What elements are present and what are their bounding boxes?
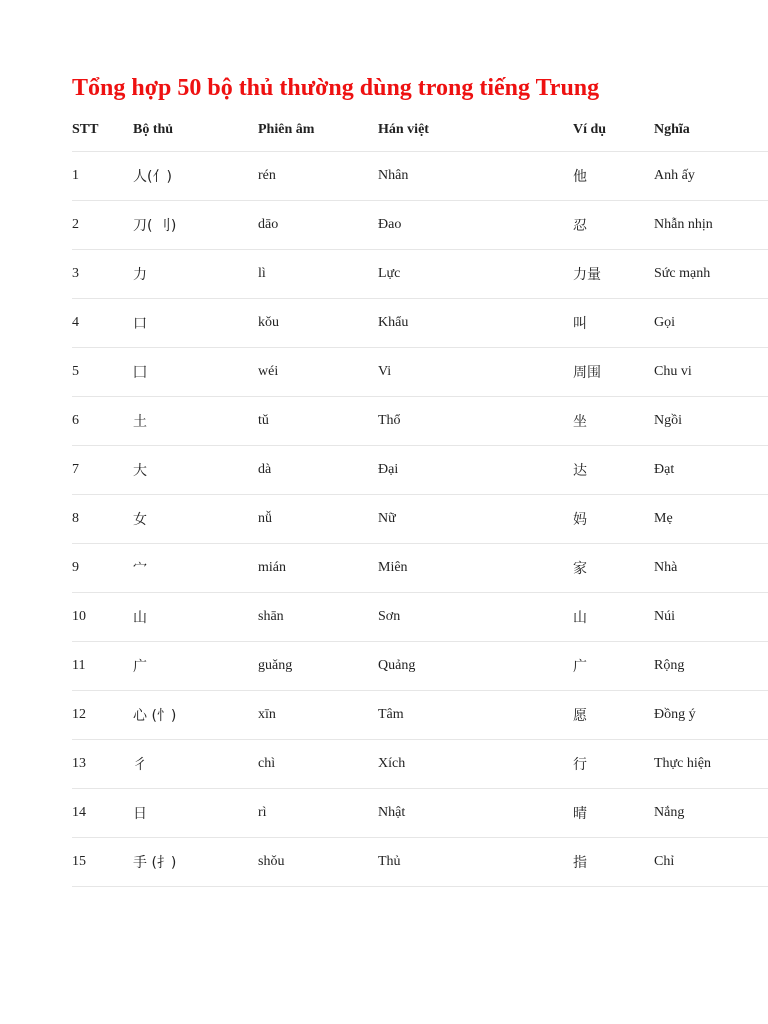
- table-row: [72, 201, 768, 250]
- header-radical: Bộ thủ: [133, 109, 258, 152]
- cell-sino-vietnamese: Thủ: [378, 838, 573, 887]
- cell-radical: 刀( 刂): [133, 201, 258, 250]
- cell-stt: 7: [72, 446, 133, 495]
- cell-radical: 手 (扌): [133, 838, 258, 887]
- cell-sino-vietnamese: Đao: [378, 201, 573, 250]
- cell-example: 周围: [573, 348, 654, 397]
- header-example: Ví dụ: [573, 109, 654, 152]
- header-meaning: Nghĩa: [654, 109, 768, 152]
- cell-sino-vietnamese: Sơn: [378, 593, 573, 642]
- cell-stt: 14: [72, 789, 133, 838]
- cell-pinyin: dà: [258, 446, 378, 495]
- cell-meaning: Mẹ: [654, 495, 768, 544]
- cell-pinyin: guǎng: [258, 642, 378, 691]
- cell-pinyin: shān: [258, 593, 378, 642]
- table-row: [72, 740, 768, 789]
- cell-stt: 10: [72, 593, 133, 642]
- cell-meaning: Đạt: [654, 446, 768, 495]
- cell-radical: 彳: [133, 740, 258, 789]
- cell-meaning: Thực hiện: [654, 740, 768, 789]
- cell-radical: 囗: [133, 348, 258, 397]
- cell-example: 家: [573, 544, 654, 593]
- cell-example: 叫: [573, 299, 654, 348]
- cell-meaning: Gọi: [654, 299, 768, 348]
- cell-radical: 日: [133, 789, 258, 838]
- cell-radical: 女: [133, 495, 258, 544]
- cell-pinyin: wéi: [258, 348, 378, 397]
- cell-example: 晴: [573, 789, 654, 838]
- cell-example: 行: [573, 740, 654, 789]
- table-row: [72, 397, 768, 446]
- cell-example: 愿: [573, 691, 654, 740]
- cell-stt: 13: [72, 740, 133, 789]
- cell-pinyin: mián: [258, 544, 378, 593]
- cell-radical: 人(亻): [133, 152, 258, 201]
- cell-sino-vietnamese: Xích: [378, 740, 573, 789]
- radicals-table: [72, 109, 768, 887]
- table-row: [72, 544, 768, 593]
- cell-example: 力量: [573, 250, 654, 299]
- cell-stt: 6: [72, 397, 133, 446]
- header-sino-vietnamese: Hán việt: [378, 109, 573, 152]
- cell-sino-vietnamese: Thổ: [378, 397, 573, 446]
- cell-stt: 11: [72, 642, 133, 691]
- cell-stt: 12: [72, 691, 133, 740]
- table-row: [72, 250, 768, 299]
- cell-sino-vietnamese: Khẩu: [378, 299, 573, 348]
- cell-stt: 8: [72, 495, 133, 544]
- cell-example: 他: [573, 152, 654, 201]
- cell-sino-vietnamese: Vi: [378, 348, 573, 397]
- table-row: [72, 299, 768, 348]
- cell-example: 广: [573, 642, 654, 691]
- cell-example: 指: [573, 838, 654, 887]
- table-row: [72, 348, 768, 397]
- cell-example: 妈: [573, 495, 654, 544]
- cell-pinyin: xīn: [258, 691, 378, 740]
- table-row: [72, 593, 768, 642]
- cell-radical: 口: [133, 299, 258, 348]
- cell-example: 达: [573, 446, 654, 495]
- cell-pinyin: rì: [258, 789, 378, 838]
- cell-pinyin: kǒu: [258, 299, 378, 348]
- cell-stt: 15: [72, 838, 133, 887]
- cell-meaning: Chỉ: [654, 838, 768, 887]
- cell-example: 坐: [573, 397, 654, 446]
- cell-pinyin: chì: [258, 740, 378, 789]
- cell-pinyin: lì: [258, 250, 378, 299]
- cell-meaning: Núi: [654, 593, 768, 642]
- table-row: [72, 691, 768, 740]
- cell-stt: 3: [72, 250, 133, 299]
- table-row: [72, 789, 768, 838]
- cell-meaning: Đồng ý: [654, 691, 768, 740]
- cell-sino-vietnamese: Lực: [378, 250, 573, 299]
- page-title: Tổng hợp 50 bộ thủ thường dùng trong tiếng Trung: [72, 75, 600, 101]
- cell-pinyin: nǚ: [258, 495, 378, 544]
- cell-sino-vietnamese: Quảng: [378, 642, 573, 691]
- table-row: [72, 446, 768, 495]
- cell-pinyin: rén: [258, 152, 378, 201]
- cell-meaning: Nắng: [654, 789, 768, 838]
- cell-sino-vietnamese: Nhật: [378, 789, 573, 838]
- cell-stt: 9: [72, 544, 133, 593]
- cell-radical: 土: [133, 397, 258, 446]
- cell-meaning: Sức mạnh: [654, 250, 768, 299]
- cell-sino-vietnamese: Miên: [378, 544, 573, 593]
- cell-stt: 5: [72, 348, 133, 397]
- table-header-row: [72, 109, 768, 152]
- table-row: [72, 152, 768, 201]
- cell-sino-vietnamese: Nhân: [378, 152, 573, 201]
- cell-pinyin: dāo: [258, 201, 378, 250]
- cell-meaning: Anh ấy: [654, 152, 768, 201]
- cell-radical: 宀: [133, 544, 258, 593]
- cell-sino-vietnamese: Nữ: [378, 495, 573, 544]
- header-pinyin: Phiên âm: [258, 109, 378, 152]
- cell-radical: 广: [133, 642, 258, 691]
- cell-pinyin: shǒu: [258, 838, 378, 887]
- table-row: [72, 495, 768, 544]
- cell-sino-vietnamese: Đại: [378, 446, 573, 495]
- cell-pinyin: tǔ: [258, 397, 378, 446]
- cell-meaning: Rộng: [654, 642, 768, 691]
- cell-radical: 大: [133, 446, 258, 495]
- document: [72, 70, 768, 887]
- cell-example: 忍: [573, 201, 654, 250]
- cell-radical: 心 (忄): [133, 691, 258, 740]
- cell-meaning: Ngồi: [654, 397, 768, 446]
- cell-meaning: Chu vi: [654, 348, 768, 397]
- table-row: [72, 838, 768, 887]
- cell-meaning: Nhà: [654, 544, 768, 593]
- cell-stt: 4: [72, 299, 133, 348]
- table-row: [72, 642, 768, 691]
- cell-stt: 1: [72, 152, 133, 201]
- cell-radical: 山: [133, 593, 258, 642]
- cell-stt: 2: [72, 201, 133, 250]
- cell-radical: 力: [133, 250, 258, 299]
- cell-example: 山: [573, 593, 654, 642]
- cell-meaning: Nhẫn nhịn: [654, 201, 768, 250]
- cell-sino-vietnamese: Tâm: [378, 691, 573, 740]
- header-stt: STT: [72, 109, 133, 152]
